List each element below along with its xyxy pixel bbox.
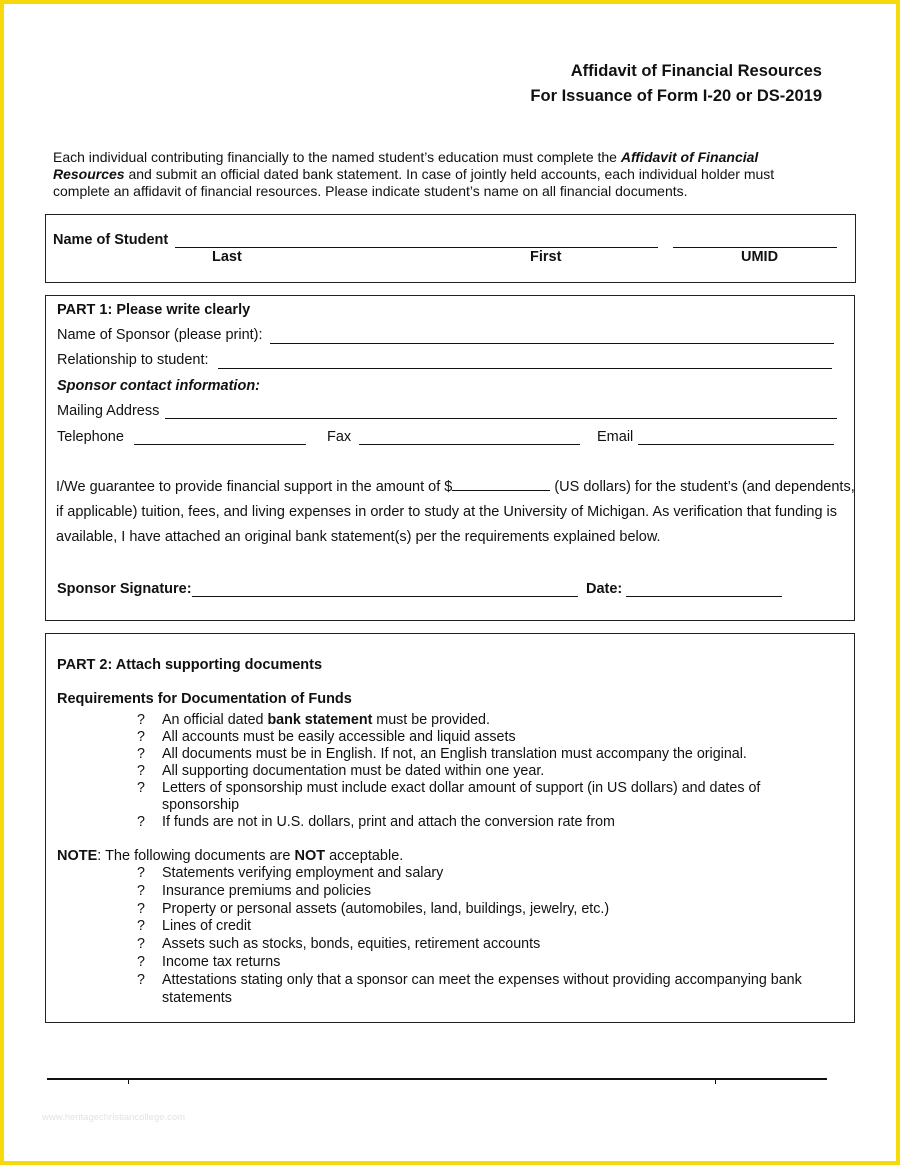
list-item [134, 780, 824, 814]
col-last-label: Last [212, 249, 242, 265]
student-name-field[interactable] [175, 247, 658, 248]
list-item-text: must be provided. [372, 712, 490, 728]
bullet-icon: ? [137, 936, 145, 953]
bullet-icon: ? [137, 729, 145, 745]
bullet-icon: ? [137, 763, 145, 779]
list-item [134, 901, 824, 919]
list-item [134, 746, 824, 763]
bullet-icon: ? [137, 712, 145, 728]
bullet-icon: ? [137, 971, 145, 988]
watermark: www.heritagechristiancollege.com [42, 1112, 186, 1123]
list-item [134, 936, 824, 954]
date-field[interactable] [626, 596, 782, 597]
part1-box [45, 295, 855, 621]
list-item [134, 763, 824, 780]
mailing-address-label: Mailing Address [57, 403, 160, 419]
list-item-text: Insurance premiums and policies [162, 882, 371, 899]
list-item-text: If funds are not in U.S. dollars, print and attach the conversion rate from [162, 814, 615, 830]
list-item [134, 865, 824, 883]
document-subtitle: For Issuance of Form I-20 or DS-2019 [530, 87, 822, 105]
bullet-icon: ? [137, 918, 145, 935]
sponsor-name-label: Name of Sponsor (please print): [57, 327, 263, 343]
bullet-icon: ? [137, 865, 145, 881]
bullet-icon: ? [137, 900, 145, 917]
list-item [134, 729, 824, 746]
list-item-text: All supporting documentation must be dated within one year. [162, 763, 545, 779]
fax-label: Fax [327, 429, 352, 445]
email-field[interactable] [638, 444, 834, 445]
list-item-text: All accounts must be easily accessible and liquid assets [162, 729, 516, 745]
note-text: : The following documents are [97, 848, 295, 864]
list-item-text: Income tax returns [162, 953, 281, 970]
intro-text-1: Each individual contributing financially to the named student’s education must complete the [53, 149, 621, 165]
note-text: acceptable. [325, 848, 404, 864]
sponsor-signature-field[interactable] [192, 596, 578, 597]
bullet-icon: ? [137, 953, 145, 970]
col-first-label: First [530, 249, 562, 265]
list-item-text: An official dated [162, 712, 268, 728]
guarantee-text-rest: (US dollars) for the student’s (and dependents, if applicable) tuition, fees, and living expenses in order to study at the University of Michigan. As verification that funding is available, I have attached an original bank statement(s) per the requirements explained below. [56, 479, 855, 545]
student-name-box [45, 214, 856, 283]
telephone-label: Telephone [57, 429, 124, 445]
list-item [134, 814, 824, 831]
date-label: Date: [586, 581, 623, 597]
email-label: Email [597, 429, 634, 445]
umid-field[interactable] [673, 247, 837, 248]
relationship-label: Relationship to student: [57, 352, 209, 368]
bullet-icon: ? [137, 780, 145, 796]
mailing-address-field[interactable] [165, 418, 837, 419]
col-umid-label: UMID [741, 249, 779, 265]
footer-tick [128, 1080, 129, 1084]
guarantee-text-start: I/We guarantee to provide financial support in the amount of $ [56, 479, 453, 495]
contact-heading: Sponsor contact information: [57, 378, 260, 394]
sponsor-name-field[interactable] [270, 343, 834, 344]
list-item-text: Attestations stating only that a sponsor can meet the expenses without providing accompanying bank statements [162, 971, 802, 1006]
list-item-text: Letters of sponsorship must include exact dollar amount of support (in US dollars) and dates of sponsorship [162, 780, 761, 813]
requirements-list [134, 712, 824, 831]
footer-rule [47, 1078, 827, 1080]
bullet-icon: ? [137, 746, 145, 762]
list-item [134, 712, 824, 729]
document-title: Affidavit of Financial Resources [570, 62, 822, 80]
not-acceptable-list [134, 865, 824, 1007]
amount-field[interactable] [452, 477, 550, 491]
list-item-text: Statements verifying employment and salary [162, 865, 444, 881]
list-item-text: Assets such as stocks, bonds, equities, retirement accounts [162, 936, 541, 953]
intro-paragraph [53, 149, 833, 200]
list-item-text: Property or personal assets (automobiles, land, buildings, jewelry, etc.) [162, 900, 610, 917]
footer-tick [715, 1080, 716, 1084]
list-item [134, 883, 824, 901]
document-page [4, 4, 896, 1161]
list-item-text: Lines of credit [162, 918, 252, 935]
list-item-text: All documents must be in English. If not, an English translation must accompany the original. [162, 746, 747, 762]
note-line [57, 848, 403, 864]
list-item [134, 918, 824, 936]
telephone-field[interactable] [134, 444, 306, 445]
requirements-heading: Requirements for Documentation of Funds [57, 691, 352, 707]
student-name-label: Name of Student [53, 232, 169, 248]
list-item [134, 954, 824, 972]
note-label: NOTE [57, 848, 98, 864]
guarantee-paragraph [56, 475, 856, 550]
fax-field[interactable] [359, 444, 580, 445]
intro-emphasis: Affidavit of Financial Resources [53, 149, 759, 182]
part2-heading: PART 2: Attach supporting documents [57, 657, 323, 673]
list-item-bold: bank statement [267, 712, 373, 728]
relationship-field[interactable] [218, 368, 832, 369]
intro-text-2: and submit an official dated bank statement. In case of jointly held accounts, each individual holder must complete an affidavit of financial resources. Please indicate student’s name on all financial documents. [53, 166, 775, 199]
part1-heading: PART 1: Please write clearly [57, 302, 251, 318]
bullet-icon: ? [137, 882, 145, 899]
note-not: NOT [294, 848, 326, 864]
sponsor-signature-label: Sponsor Signature: [57, 581, 192, 597]
list-item [134, 972, 824, 1008]
bullet-icon: ? [137, 814, 145, 830]
